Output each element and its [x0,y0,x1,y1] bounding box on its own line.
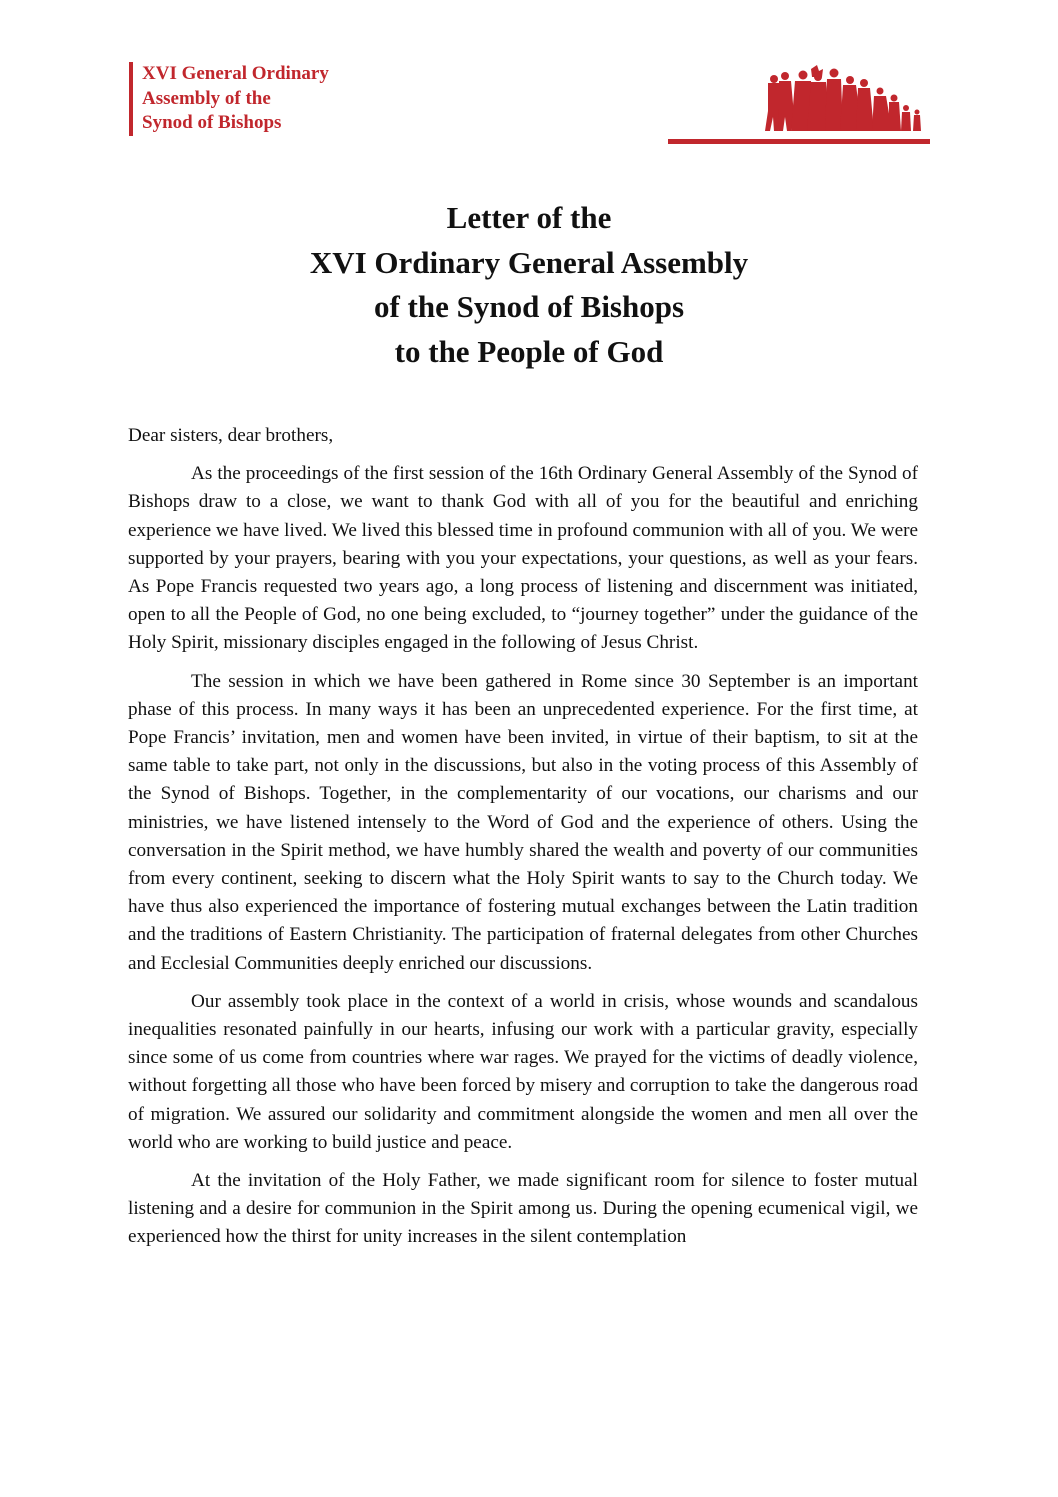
header-line-1: XVI General Ordinary [142,63,329,84]
paragraph-4: At the invitation of the Holy Father, we made significant room for silence to foster mutual listening and a desire for communion in the Spirit among us. During the opening ecumenical vigil, we experienced how the thirst for unity increases in the silent contemplation [128,1170,918,1248]
synod-logo-icon [668,63,930,145]
paragraph-1: As the proceedings of the first session of the 16th Ordinary General Assembly of the Synod of Bishops draw to a close, we want to thank God with all of you for the beautiful and enriching experience we have lived. We lived this blessed time in profound communion with all of you. We were supported by your prayers, bearing with you your expectations, your questions, as well as your fears. As Pope Francis requested two years ago, a long process of listening and discernment was initiated, open to all the People of God, no one being excluded, to “journey together” under the guidance of the Holy Spirit, missionary disciples engaged in the following of Jesus Christ. [128,463,918,654]
header-line-3: Synod of Bishops [142,112,282,133]
assembly-header [129,62,329,136]
title-line-3: of the Synod of Bishops [373,289,685,324]
letter-title [0,196,1058,374]
title-line-2: XVI Ordinary General Assembly [309,244,749,280]
salutation: Dear sisters, dear brothers, [128,425,334,446]
title-line-1: Letter of the [446,200,612,235]
paragraph-2: The session in which we have been gathered in Rome since 30 September is an important phase of this process. In many ways it has been an unprecedented experience. For the first time, at Pope Francis’ invitation, men and women have been invited, in virtue of their baptism, to sit at the same table to take part, not only in the discussions, but also in the voting process of this Assembly of the Synod of Bishops. Together, in the complementarity of our vocations, our charisms and our ministries, we have listened intensely to the Word of God and the experience of others. Using the conversation in the Spirit method, we have humbly shared the wealth and poverty of our communities from every continent, seeking to discern what the Holy Spirit wants to say to the Church today. We have thus also experienced the importance of fostering mutual exchanges between the Latin tradition and the traditions of Eastern Christianity. The participation of fraternal delegates from other Churches and Ecclesial Communities deeply enriched our discussions. [128,670,918,974]
letter-body [128,422,918,1262]
paragraph-3: Our assembly took place in the context of a world in crisis, whose wounds and scandalous inequalities resonated painfully in our hearts, infusing our work with a particular gravity, especially since some of us come from countries where war rages. We prayed for the victims of deadly violence, without forgetting all those who have been forced by misery and corruption to take the dangerous road of migration. We assured our solidarity and commitment alongside the women and men all over the world who are working to build justice and peace. [128,990,918,1153]
title-line-4: to the People of God [394,333,664,369]
header-line-2: Assembly of the [142,87,271,109]
